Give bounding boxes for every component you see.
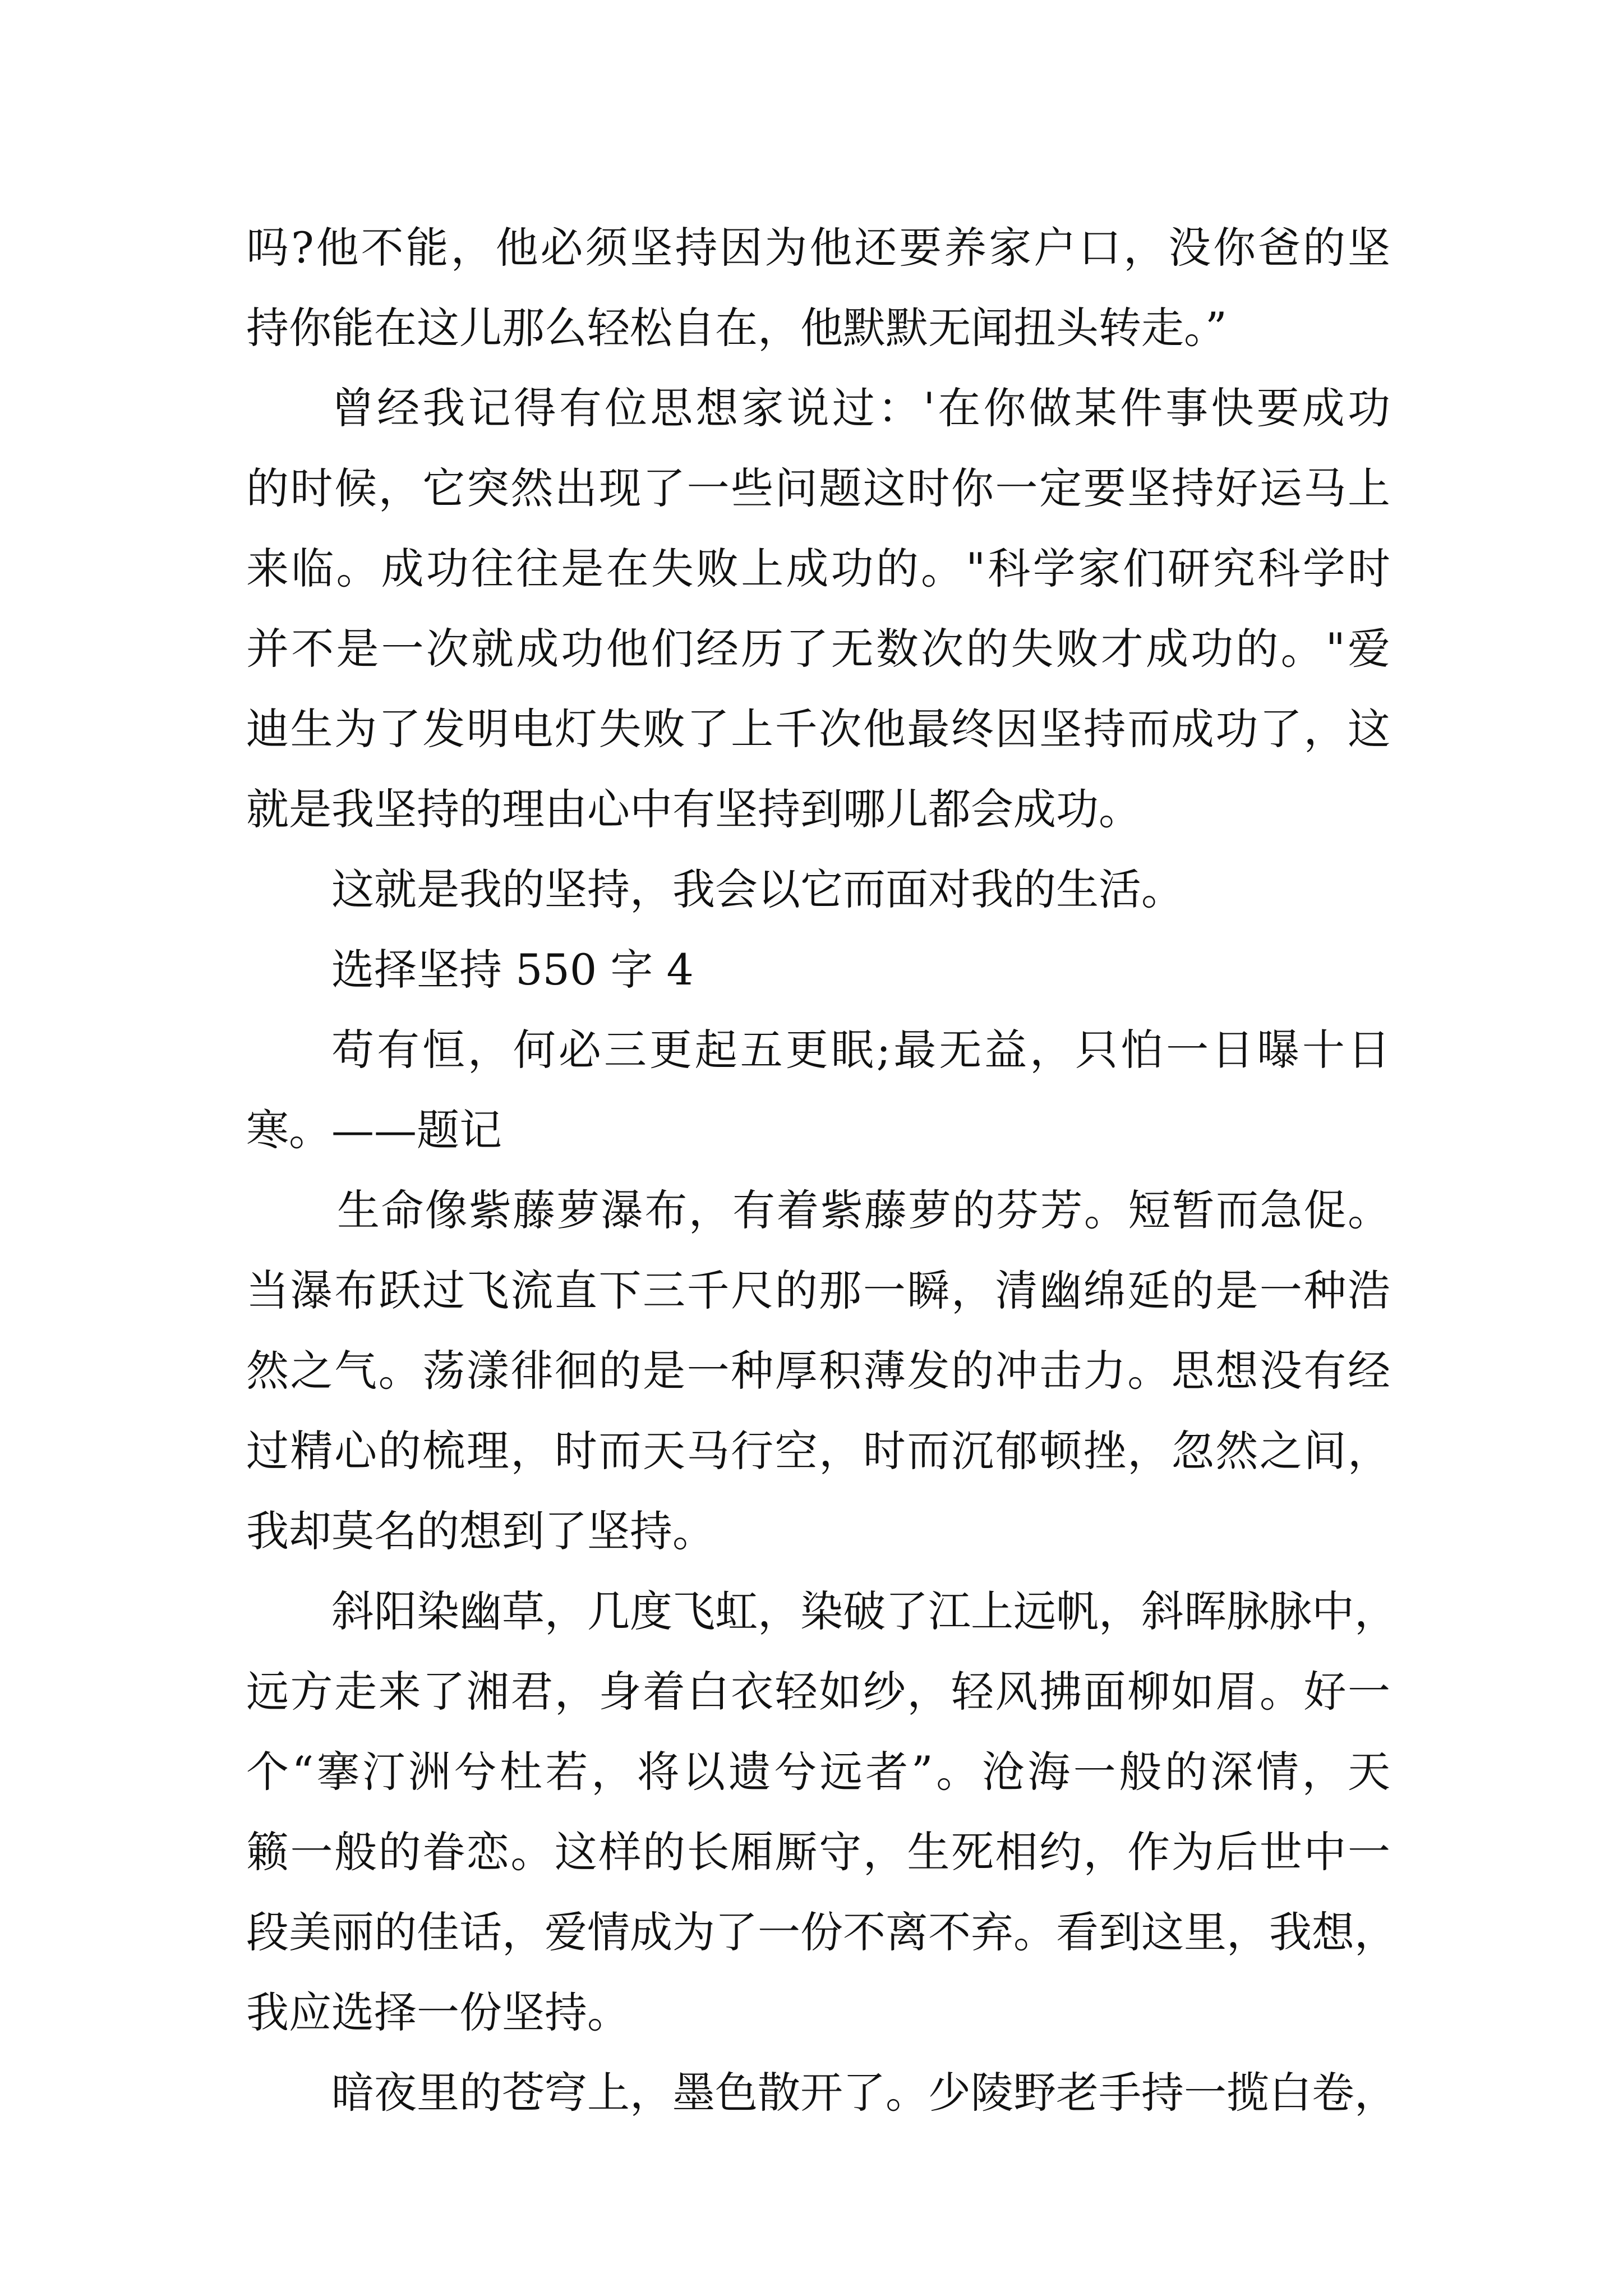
epigraph-line: 寒。——题记 — [246, 1105, 502, 1155]
text-line: 吗?他不能，他必须坚持因为他还要养家户口，没你爸的坚 — [246, 223, 1390, 273]
text-line: 持你能在这儿那么轻松自在，他默默无闻扭头转走。” — [246, 303, 1227, 353]
paragraph-start-line: 暗夜里的苍穹上，墨色散开了。少陵野老手持一揽白卷， — [331, 2068, 1397, 2118]
text-line: 就是我坚持的理由心中有坚持到哪儿都会成功。 — [246, 784, 1141, 834]
text-line: 迪生为了发明电灯失败了上千次他最终因坚持而成功了，这 — [246, 704, 1390, 754]
text-line: 我应选择一份坚持。 — [246, 1987, 630, 2037]
text-line: 当瀑布跃过飞流直下三千尺的那一瞬，清幽绵延的是一种浩 — [246, 1266, 1390, 1315]
paragraph-start-line: 生命像紫藤萝瀑布，有着紫藤萝的芬芳。短暂而急促。 — [337, 1185, 1390, 1235]
text-line: 段美丽的佳话，爱情成为了一份不离不弃。看到这里，我想， — [246, 1907, 1397, 1957]
paragraph-start-line: 曾经我记得有位思想家说过：'在你做某件事快要成功 — [331, 383, 1390, 433]
text-line: 个“搴汀洲兮杜若，将以遗兮远者”。沧海一般的深情，天 — [246, 1747, 1390, 1797]
text-line: 并不是一次就成功他们经历了无数次的失败才成功的。"爱 — [246, 624, 1390, 674]
epigraph-line: 苟有恒，何必三更起五更眠;最无益，只怕一日曝十日 — [331, 1025, 1390, 1075]
text-line: 的时候，它突然出现了一些问题这时你一定要坚持好运马上 — [246, 463, 1390, 513]
paragraph-start-line: 斜阳染幽草，几度飞虹，染破了江上远帆，斜晖脉脉中， — [331, 1586, 1397, 1636]
text-line: 远方走来了湘君，身着白衣轻如纱，轻风拂面柳如眉。好一 — [246, 1667, 1390, 1717]
text-line: 然之气。荡漾徘徊的是一种厚积薄发的冲击力。思想没有经 — [246, 1346, 1390, 1396]
text-line: 来临。成功往往是在失败上成功的。"科学家们研究科学时 — [246, 544, 1390, 593]
text-line: 过精心的梳理，时而天马行空，时而沉郁顿挫，忽然之间， — [246, 1426, 1390, 1476]
paragraph-start-line: 这就是我的坚持，我会以它而面对我的生活。 — [331, 864, 1184, 914]
section-title: 选择坚持 550 字 4 — [331, 945, 694, 995]
document-body — [246, 208, 1397, 2133]
text-line: 籁一般的眷恋。这样的长厢厮守，生死相约，作为后世中一 — [246, 1827, 1390, 1877]
text-line: 我却莫名的想到了坚持。 — [246, 1506, 715, 1556]
